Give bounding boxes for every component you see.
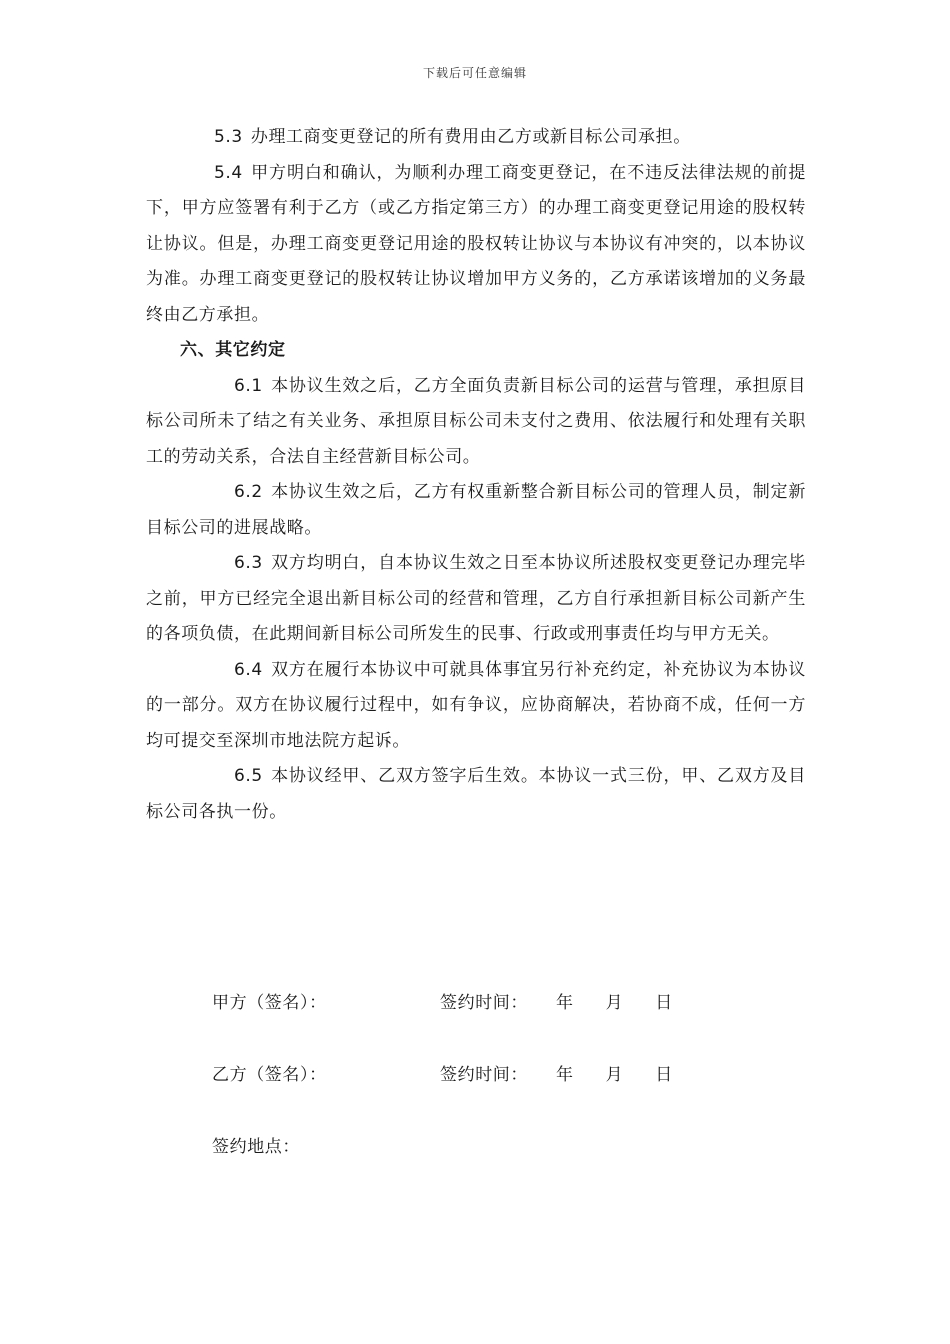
clause-6-2 [146, 475, 806, 546]
party-b-signature-row [212, 1060, 732, 1092]
clause-text: 办理工商变更登记的所有费用由乙方或新目标公司承担。 [250, 127, 691, 147]
clause-6-5 [146, 759, 806, 830]
clause-6-3 [146, 546, 806, 653]
clause-5-4 [146, 156, 806, 334]
party-a-date-label: 签约时间： [440, 993, 528, 1013]
signing-place-row [212, 1132, 732, 1164]
signing-place-label: 签约地点： [212, 1137, 300, 1157]
clause-number: 6.4 [234, 659, 263, 680]
header-note: 下载后可任意编辑 [422, 66, 527, 80]
clause-text: 双方在履行本协议中可就具体事宜另行补充约定，补充协议为本协议的一部分。双方在协议履行过程中，如有争议，应协商解决，若协商不成，任何一方均可提交至深圳市地法院方起诉。 [146, 659, 806, 751]
clause-number: 5.3 [214, 127, 243, 147]
clause-number: 6.3 [234, 553, 263, 573]
clause-6-4 [146, 653, 806, 760]
clause-text: 本协议生效之后，乙方全面负责新目标公司的运营与管理，承担原目标公司所未了结之有关业务、承担原目标公司未支付之费用、依法履行和处理有关职工的劳动关系，合法自主经营新目标公司。 [146, 375, 806, 467]
section-6-heading: 六、其它约定 [180, 340, 286, 360]
clause-text: 本协议生效之后，乙方有权重新整合新目标公司的管理人员，制定新目标公司的进展战略。 [146, 482, 806, 538]
clause-number: 6.5 [234, 766, 263, 786]
clause-text: 本协议经甲、乙双方签字后生效。本协议一式三份，甲、乙双方及目标公司各执一份。 [146, 766, 806, 822]
party-b-date-label: 签约时间： [440, 1065, 528, 1085]
party-b-date-placeholder: 年 月 日 [556, 1065, 673, 1085]
party-b-signature-label: 乙方（签名）： [212, 1065, 327, 1085]
clause-number: 5.4 [214, 162, 243, 183]
party-a-signature-label: 甲方（签名）： [212, 993, 327, 1013]
clause-5-3 [146, 120, 806, 156]
agreement-body [146, 120, 806, 830]
signature-block [212, 988, 732, 1164]
clause-text: 甲方明白和确认，为顺利办理工商变更登记，在不违反法律法规的前提下，甲方应签署有利于乙方（或乙方指定第三方）的办理工商变更登记用途的股权转让协议。但是，办理工商变更登记用途的股权转让协议与本协议有冲突的，以本协议为准。办理工商变更登记的股权转让协议增加甲方义务的，乙方承诺该增加的义务最终由乙方承担。 [146, 162, 806, 325]
clause-6-1 [146, 369, 806, 476]
clause-text: 双方均明白，自本协议生效之日至本协议所述股权变更登记办理完毕之前，甲方已经完全退出新目标公司的经营和管理，乙方自行承担新目标公司新产生的各项负债，在此期间新目标公司所发生的民事、行政或刑事责任均与甲方无关。 [146, 553, 806, 644]
clause-number: 6.1 [234, 375, 263, 396]
party-a-signature-row [212, 988, 732, 1020]
party-a-date-placeholder: 年 月 日 [556, 993, 673, 1013]
clause-number: 6.2 [234, 482, 263, 502]
